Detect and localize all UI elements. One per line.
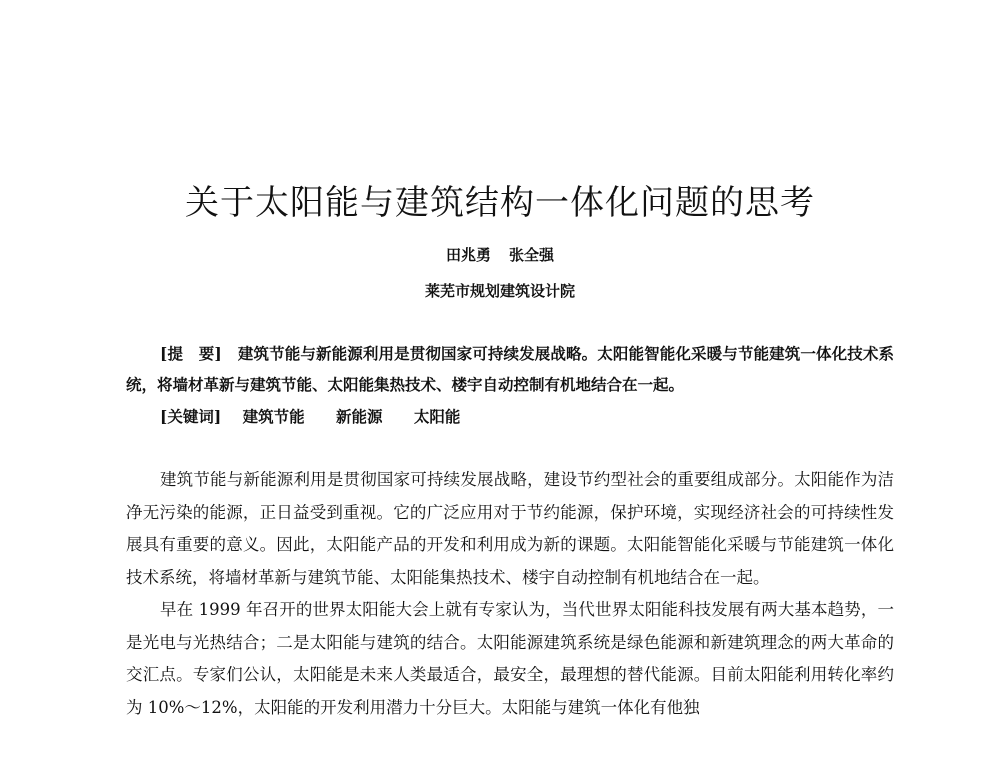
keyword: 新能源: [336, 407, 383, 426]
abstract-label: [提 要]: [160, 344, 222, 363]
keywords: [160, 405, 486, 427]
body-paragraph: 早在 1999 年召开的世界太阳能大会上就有专家认为，当代世界太阳能科技发展有两大基本趋势，一是光电与光热结合；二是太阳能与建筑的结合。太阳能源建筑系统是绿色能源和新建筑理念的两大革命的交汇点。专家们公认，太阳能是未来人类最适合，最安全，最理想的替代能源。目前太阳能利用转化率约为 10%～12%，太阳能的开发利用潜力十分巨大。太阳能与建筑一体化有他独: [126, 600, 894, 717]
keyword: 太阳能: [413, 407, 461, 426]
body-text: [126, 464, 894, 724]
abstract: [126, 338, 894, 400]
body-paragraph: 建筑节能与新能源利用是贯彻国家可持续发展战略，建设节约型社会的重要组成部分。太阳能作为洁净无污染的能源，正日益受到重视。它的广泛应用对于节约能源，保护环境，实现经济社会的可持续性发展具有重要的意义。因此，太阳能产品的开发和利用成为新的课题。太阳能智能化采暖与节能建筑一体化技术系统，将墙材革新与建筑节能、太阳能集热技术、楼宇自动控制有机地结合在一起。: [126, 470, 894, 587]
abstract-text: 建筑节能与新能源利用是贯彻国家可持续发展战略。太阳能智能化采暖与节能建筑一体化技术系统，将墙材革新与建筑节能、太阳能集热技术、楼宇自动控制有机地结合在一起。: [126, 344, 894, 394]
author-list: [0, 244, 1000, 265]
keyword: 建筑节能: [242, 407, 305, 426]
affiliation: 莱芜市规划建筑设计院: [424, 282, 575, 300]
author-name: 张全强: [509, 246, 555, 264]
paper-title: 关于太阳能与建筑结构一体化问题的思考: [185, 182, 815, 223]
author-name: 田兆勇: [445, 246, 491, 264]
keywords-label: [关键词]: [160, 407, 222, 426]
